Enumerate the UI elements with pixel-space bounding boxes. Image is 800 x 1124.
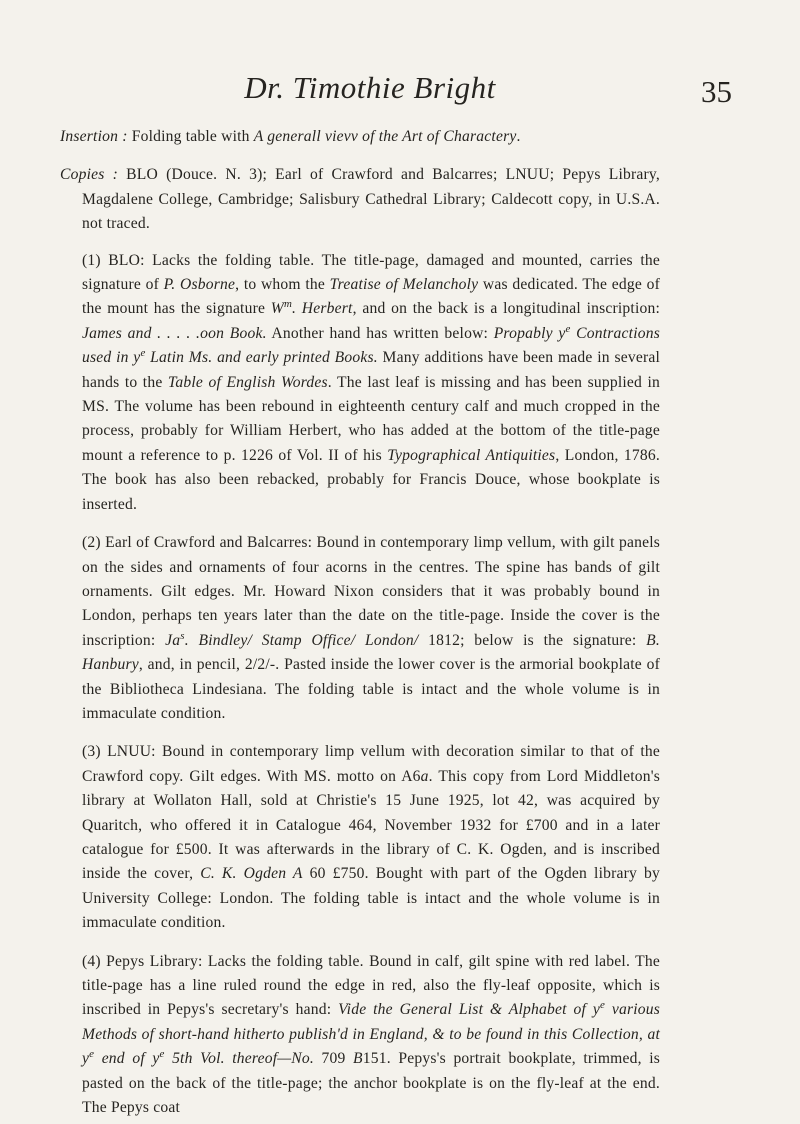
paragraph-3-lnuu: (3) LNUU: Bound in contemporary limp vellum with decoration similar to that of the Crawford copy. Gilt edges. With MS. motto on A6a. This copy from Lord Middleton's library at Wollaton Hall, sold at Christie's 15 June 1925, lot 42, was acquired by Quaritch, who offered it in Catalogue 464, November 1932 for £700 and in a later catalogue for £500. It was afterwards in the library of C. K. Ogden, and is inscribed inside the cover, C. K. Ogden A 60 £750. Bought with part of the Ogden library by University College: London. The folding table is intact and the whole volume is in immaculate condition. [82,743,660,932]
insertion-text: Folding table with [127,128,254,145]
running-title: Dr. Timothie Bright [244,70,496,105]
copies-label: Copies : [60,166,119,184]
insertion-entry: Insertion : Folding table with A generall vievv of the Art of Charactery. [60,128,521,145]
paragraph-1-blo: (1) BLO: Lacks the folding table. The title-page, damaged and mounted, carries the signature of P. Osborne, to whom the Treatise of Melancholy was dedicated. The edge of the mount has the signature $W^m$. Herbert, and on the back is a longitudinal inscription: James and . . . . .oon Book. Another hand has written below: Propably $y^e$ Contractions used in $y^e$ Latin Ms. and early printed Books. Many additions have been made in several hands to the Table of English Wordes. The last leaf is missing and has been supplied in MS. The volume has been rebound in eighteenth century calf and much cropped in the process, probably for William Herbert, who has added at the bottom of the title-page mount a reference to p. 1226 of Vol. II of his Typographical Antiquities, London, 1786. The book has also been rebacked, probably for Francis Douce, whose bookplate is inserted. [82,251,661,513]
copies-entry [60,163,660,236]
insertion-label: Insertion : [60,128,128,145]
page-header [80,66,732,109]
page-number: 35 [701,74,732,109]
paragraph-2-crawford: (2) Earl of Crawford and Balcarres: Bound in contemporary limp vellum, with gilt panels on the sides and ornaments of four acorns in the centres. The spine has bands of gilt ornaments. Gilt edges. Mr. Howard Nixon considers that it was probably bound in London, perhaps ten years later than the date on the title-page. Inside the cover is the inscription: Ja$^s$. Bindley/ Stamp Office/ London/ 1812; below is the signature: B. Hanbury, and, in pencil, 2/2/-. Pasted inside the lower cover is the armorial bookplate of the Bibliotheca Lindesiana. The folding table is intact and the whole volume is in immaculate condition. [82,534,660,722]
paragraph-4-pepys: (4) Pepys Library: Lacks the folding table. Bound in calf, gilt spine with red label. The title-page has a line ruled round the edge in red, also the fly-leaf opposite, which is inscribed in Pepys's secretary's hand: Vide the General List & Alphabet of $y^e$ various Methods of short-hand hitherto publish'd in England, & to be found in this Collection, at $y^e$ end of $y^e$ 5th Vol. thereof—No. 709 B151. Pepys's portrait bookplate, trimmed, is pasted on the back of the title-page; the anchor bookplate is on the fly-leaf at the end. The Pepys coat [82,952,661,1117]
copies-text: BLO (Douce. N. 3); Earl of Crawford and Balcarres; LNUU; Pepys Library, Magdalene College, Cambridge; Salisbury Cathedral Library; Caldecott copy, in U.S.A. not traced. [82,166,660,233]
page-body [60,125,660,1120]
insertion-title: A generall vievv of the Art of Charactery [253,128,517,145]
